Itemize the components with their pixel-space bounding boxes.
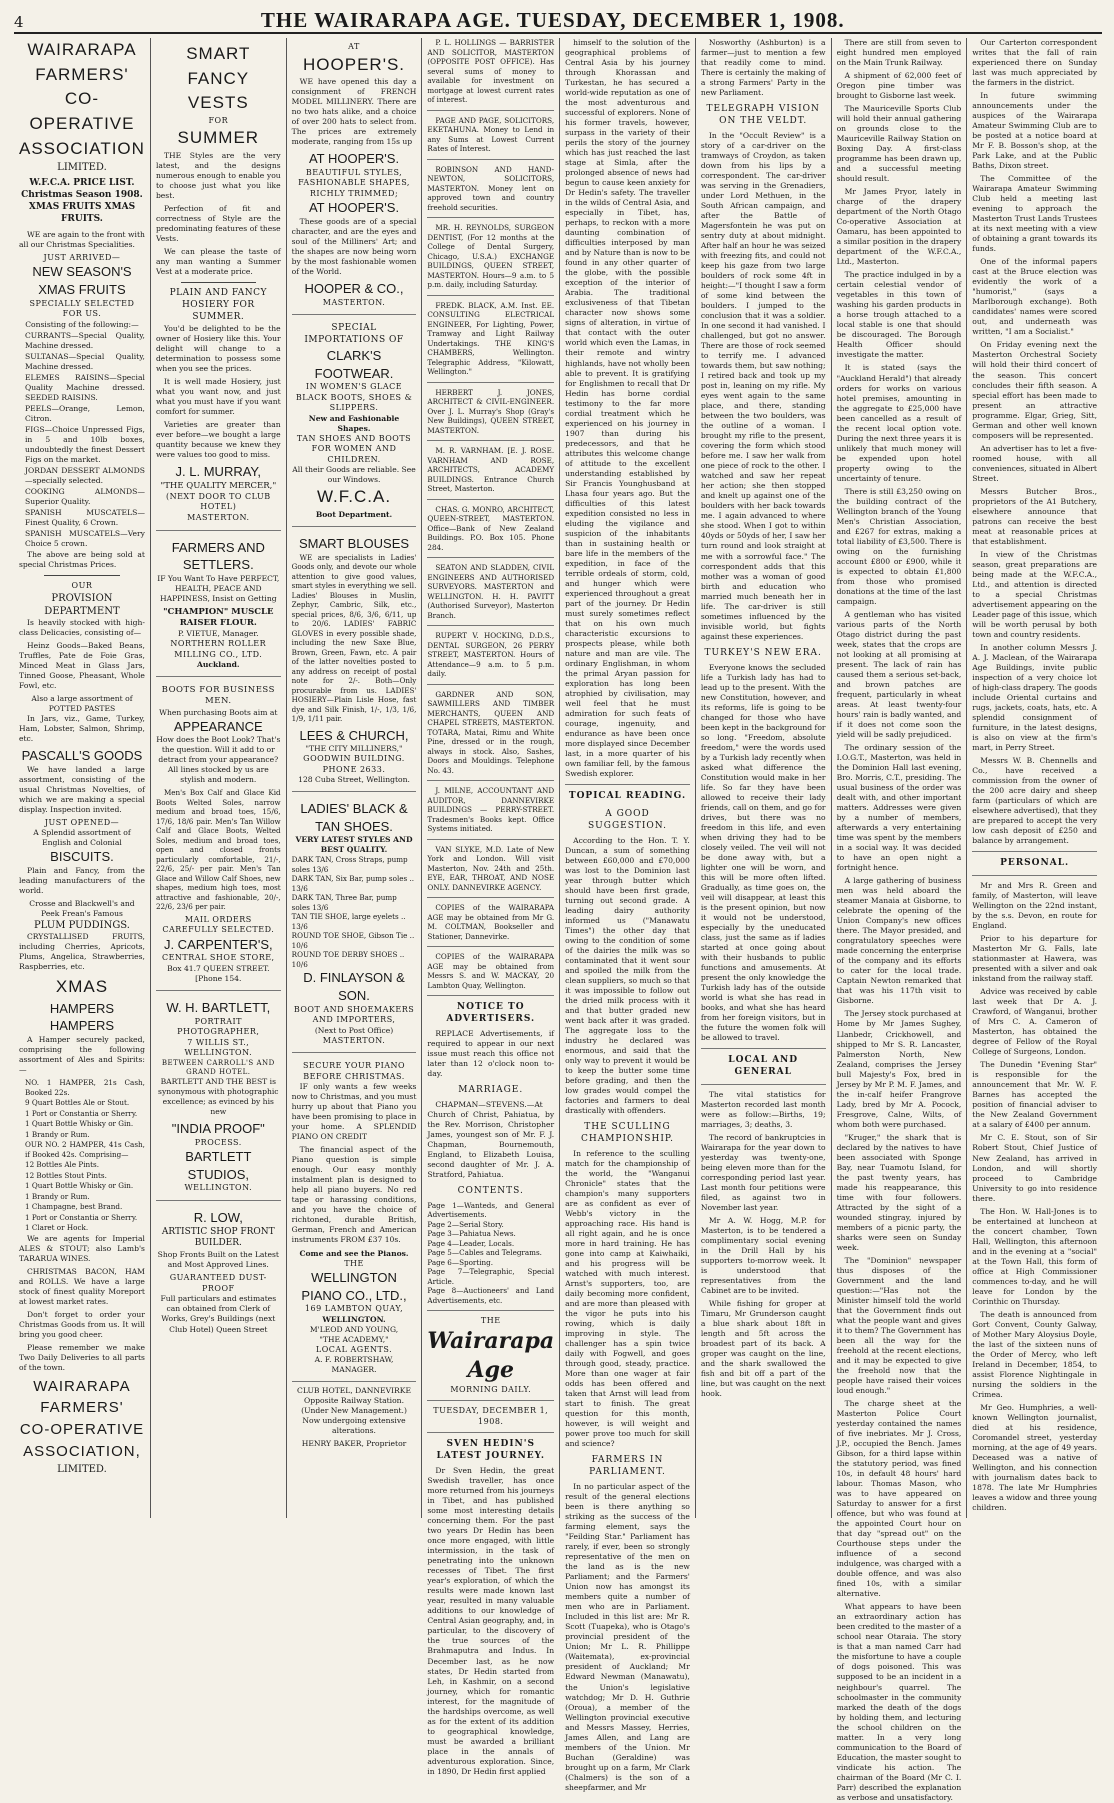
local-item: The practice indulged in by a certain celestial vendor of vegetables in this town of washing his garden products in a horse trough attached to a local stable is one that should be discouraged. The Borough Health Officer should investigate the matter. <box>836 270 962 360</box>
directory-entry: GARDNER AND SON, SAWMILLERS AND TIMBER MERCHANTS, QUEEN AND CHAPEL STREETS, MASTERTON. TOTARA, Matai, Rimu and White Pine, dressed or in the rough, always in stock. Also, Sashes, Doors and Mouldings. Telephone No. 43. <box>427 689 555 775</box>
vests-text: THE Styles are the very latest, and the designs numerous enough to enable you to choose just what you like best. <box>155 151 281 201</box>
shoe-list-item: DARK TAN, Six Bar, pump soles .. 13/6 <box>291 874 415 893</box>
vietue-manager: P. VIETUE, Manager. <box>178 629 259 639</box>
smart-blouses: SMART BLOUSES <box>298 536 410 552</box>
wfca-label: W.F.C.A. <box>316 487 392 507</box>
hoopers-heading: HOOPER'S. <box>303 54 406 74</box>
bartlett-name: W. H. BARTLETT, <box>166 1000 271 1016</box>
hamper-item: NO. 1 HAMPER, 21s Cash, Booked 22s. <box>25 1078 145 1097</box>
the-academy: "THE ACADEMY," <box>319 1334 389 1344</box>
directory-entry: MR. H. REYNOLDS, SURGEON DENTIST, (For 12 months at the College of Dental Surgery, Chicago, U.S.A.) EXCHANGE BUILDINGS, QUEEN STREET, MASTERTON. Hours—9 a.m. to 5 p.m. daily, including Saturday. <box>427 223 555 289</box>
sculling-text: In reference to the sculling match for the championship of the world, the "Wanganui Chronicle" states that the champion's many supporters are as confident as ever of Webb's victory in the approaching race. His hand is all right again, and he is once more in hard training. He has gone into camp at Kaiwhaiki, and his progress will be watched with much interest. Arnst's supporters, too, are daily becoming more confident, and are more than pleased with the vigor he puts into his rowing, which is daily improving in style. The challenger has a spin twice daily with Fogwell, and goes through good, steady, practice. More than one wager at fair odds has been offered and taken that Arnst will lead from start to finish. The great question for this month, however, is will weight and power prove too much for skill and science? <box>565 1148 690 1449</box>
potted-pastes: Also a large assortment of POTTED PASTES <box>31 694 133 714</box>
personal-item: Mr Geo. Humphries, a well-known Wellington journalist, died at his residence, Coromandel street, yesterday morning, at the age of 49 years. Deceased was a native of Wellington, and his connection with journalism dates back to 1878. The late Mr Humphries leaves a widow and three young children. <box>972 1402 1097 1513</box>
murray-masterton: MASTERTON. <box>187 512 250 522</box>
local-item: Messrs W. B. Chennells and Co., have received a commission from the owner of the 200 acre dairy and sheep farm (particulars of which are elsewhere advertised), that they are prepared to accept the very low cash deposit of £250 and balance by arrangement. <box>972 756 1098 846</box>
local-item: It is stated (says the "Auckland Herald") that already orders for works on various hotel premises, amounting in the aggregate to £25,000 have been cancelled as a result of the recent local option vote. During the next three years it is unlikely that much money will be expended upon hotel property owing to the uncertainty of tenure. <box>836 363 962 483</box>
biscuits-text: Plain and Fancy, from the leading manufacturers of the world. <box>19 865 145 895</box>
telegraph-vision: TELEGRAPH VISION ON THE VELDT. <box>706 104 820 126</box>
hampers-heading: HAMPERS HAMPERS <box>49 1000 115 1034</box>
xmas-fruits-heading: XMAS FRUITS XMAS FRUITS. <box>28 202 136 225</box>
sven-hedin-text: Dr Sven Hedin, the great Swedish traveller, has once more returned from his journeys in Tibet, and has published some most interesting details concerning them. For the past two years Dr Hedin has been once more engaged, with little intermission, in the task of penetrating into the unknown recesses of Tibet. The first year's exploration, of which the results were made known last year, resulted in many valuable additions to our knowledge of Central Asian geography, and, in particular, to the discovery of the true sources of the Brahmaputra and Indus. In December last, as he now states, Dr Hedin started from Leh, in Kashmir, on a second journey, which for romantic interest, for the magnitude of the hardships overcome, as well as for the extent of its addition to geographical knowledge, must be awarded a brilliant place in the annals of adventurous exploration. Since, in 1890, Dr Hedin first applied <box>427 1466 555 1776</box>
cuba-street: 128 Cuba Street, Wellington. <box>298 775 410 785</box>
contents-item: Page 6—Sporting. <box>427 1257 494 1267</box>
fruit-item: SPANISH MUSCATELS—Finest Quality, 6 Crown. <box>25 507 145 527</box>
hosiery-text-3: Varieties are greater than ever before—we bought a large quantity because we knew they were values too good to miss. <box>155 420 281 460</box>
finlayson-masterton: MASTERTON. <box>322 1035 386 1045</box>
local-general: LOCAL AND GENERAL <box>728 1055 799 1077</box>
personal-item: Mr and Mrs R. Green and family, of Masterton, will leave Wellington on the 22nd instant, by the s.s. Devon, en route for England. <box>972 881 1097 931</box>
provision-items: Heinz Goods—Baked Beans, Truffles, Pate de Foie Gras, Minced Meat in Glass Jars, Tinned Goose, Pheasant, Whole Fowl, etc. <box>19 640 145 691</box>
local-item: Our Carterton correspondent writes that the fall of rain experienced there on Sunday last was much appreciated by the farmers in the district. <box>972 38 1097 88</box>
local-item: The charge sheet at the Masterton Police Court yesterday contained the names of five inebriates. Mr J. Cross, J.P., occupied the Bench. James Gibson, for a third lapse within the statutory period, was fined 10s, in default 48 hours' hard labour. Thomas Mason, who was to have appeared on Saturday to answer for a first offence, but who was found at the appointed Court hour on that day "spread out" on the Courthouse steps under the influence of a second indulgence, was charged with a double offence, and was also fined 10s, with a similar alternative. <box>836 1399 962 1599</box>
column-6-articles <box>696 38 832 1518</box>
local-item: What appears to have been an extraordinary action has been credited to the master of a school near Otaraia. The story is that a man named Carr had the misfortune to have a couple of dogs poisoned. This was supposed to be an incident in a neighbour's quarrel. The schoolmaster in the community marked the death of the dogs by holding them, and lecturing the school children on the matter. In a very long communication to the Board of Education, the master sought to vindicate his action. The chairman of the Board (Mr C. I. Parr) described the explanation as verbose and unsatisfactory. <box>836 1602 962 1802</box>
shoe-list-item: ROUND TOE DERBY SHOES .. 10/6 <box>291 950 405 969</box>
lees-church-ad <box>292 531 417 792</box>
farmers-settlers: FARMERS AND SETTLERS. <box>171 539 265 573</box>
local-item: The vital statistics for Masterton recorded last month were as follow:—Births, 19; marriages, 3; deaths, 3. <box>700 1089 826 1129</box>
fancy-line: FANCY <box>187 68 250 88</box>
hoopers-text-2: These goods are of a special character, and are the eyes and soul of the Milliners' Art; and the shapes are now being worn by the most fashionable women of the World. <box>291 217 417 277</box>
next-post-office: (Next to Post Office) <box>314 1025 394 1035</box>
latest-styles: VERY LATEST STYLES AND BEST QUALITY. <box>295 835 413 855</box>
at-hoopers-2: AT HOOPER'S. <box>308 200 400 216</box>
marriage-text: CHAPMAN—STEVENS.—At Church of Christ, Pahiatua, by the Rev. Morrison, Christopher James, youngest son of Mr. F. J. Chapman, Bournemouth, England, to Elizabeth Louisa, second daughter of Mr. J. A. Stratford, Pahiatua. <box>427 1099 555 1179</box>
paper-nameplate: Wairarapa Age <box>427 1327 555 1383</box>
bartlett-text: BARTLETT AND THE BEST is synonymous with photographic excellence; as evinced by his new <box>158 1077 279 1117</box>
contents-item: Page 7—Telegraphic, Special Article. <box>427 1267 555 1286</box>
biscuits-heading: BISCUITS. <box>50 849 114 865</box>
wfca-footer-2: FARMERS' <box>40 1399 124 1417</box>
wfca-footer-5: LIMITED. <box>57 1463 107 1475</box>
when-purchasing: When purchasing Boots aim at <box>159 707 278 717</box>
potted-items: In Jars, viz., Game, Turkey, Ham, Lobster, Salmon, Shrimp, etc. <box>19 714 145 744</box>
hosiery-text-2: It is well made Hosiery, just what you want now, and just what you must have if you want comfort for summer. <box>155 377 281 417</box>
carpenter-name: J. CARPENTER'S, <box>163 936 273 952</box>
agents-text: We are agents for Imperial ALES & STOUT; also Lamb's TARARUA WINES. <box>19 1233 145 1263</box>
local-item: A shipment of 62,000 feet of Oregon pine timber was brought to Gisborne last week. <box>836 71 962 101</box>
notice-text: REPLACE Advertisements, if required to appear in our next issue must reach this office not later than 12 o'clock noon to-day. <box>427 1028 555 1078</box>
just-opened: JUST OPENED— <box>44 817 120 827</box>
artistic-shop-front: ARTISTIC SHOP FRONT BUILDER. <box>161 1226 275 1249</box>
column-4-directory <box>422 38 560 1776</box>
fruit-item: COOKING ALMONDS—Superior Quality. <box>25 486 145 506</box>
our-label: OUR <box>71 581 93 591</box>
clarks-ad <box>292 319 417 527</box>
local-item: The Jersey stock purchased at Home by Mr James Sughey, Llanbedr, Crickhowell, and shipped to Mr S. R. Lancaster, Palmerston North, New Zealand, comprises the Jersey bull Majesty's Fox, bred in Jersey by Mr P. M. F. James, and the in-calf heifer Frangrove Lady, bred by Mr A. Pocock, Fresgrove, Calne, Wilts, of whom both were purchased. <box>836 1009 962 1129</box>
clarks-text: IN WOMEN'S GLACE BLACK BOOTS, SHOES & SLIPPERS. <box>295 382 413 413</box>
fruit-item: PEELS—Orange, Lemon, Citron. <box>25 403 145 423</box>
wfca-limited: LIMITED. <box>57 162 107 174</box>
appearance-text: How does the Boot Look? That's the question. Will it add to or detract from your appearance? All lines stocked by us are stylish and modern. <box>156 735 281 785</box>
for-label: FOR <box>208 115 229 125</box>
local-item: In another column Messrs J. A. J. Maclean, of the Wairarapa Age Buildings, invite public inspection of a very choice lot of high-class drapery. The goods include Oriental curtains and rugs, jackets, coats, hats, etc. A splendid consignment of furniture, in the latest designs, is also on view at the firm's mart, in Perry Street. <box>972 642 1097 753</box>
summer-line: SUMMER <box>177 128 260 148</box>
flour-ad <box>156 535 281 678</box>
sven-hedin-title: SVEN HEDIN'S LATEST JOURNEY. <box>436 1439 546 1462</box>
wfca-name-line-4: ASSOCIATION <box>19 138 145 158</box>
turkey-text: Everyone knows the secluded life a Turkish lady has had to lead up to the present. With the new Constitution, however, and its reforms, life is going to be changed for those who have been kept in the background for so long. "Freedom, absolute freedom," were the words used by a Turkish lady recently when asked what difference the Constitution would make in her life. So far they have been allowed to receive their lady friends, call on them, and go for drives, but there was no freedom in this life, and even when driving they had to be closely veiled. The veil will not be done away with, but a lighter one will be worn, and this will be more often lifted. Gradually, as time goes on, the veil will disappear, at least this is the present opinion, but now it would not be understood, especially by the uneducated class, just the same as if ladies started at once going about with their husbands to public functions and amusements. At present the only knowledge the Turkish lady has of the outside world is what she has read in books, and what she has heard from her foreign visitors, but in the future the women folk will be allowed to travel. <box>700 662 826 1043</box>
bartlett-wellington: WELLINGTON. <box>184 1183 253 1193</box>
forget-text: Don't forget to order your Christmas Goods from us. It will bring you good cheer. <box>19 1309 145 1339</box>
specially-selected: SPECIALLY SELECTED FOR US. <box>29 298 135 319</box>
central-shoe-store: CENTRAL SHOE STORE, <box>161 953 275 963</box>
wfca-name-line-1: WAIRARAPA <box>27 40 137 59</box>
contents-item: Page 1—Wanteds, and General Advertisements. <box>427 1200 555 1220</box>
hamper-item: 1 Claret or Hock. <box>25 1223 89 1233</box>
contents-item: Page 5—Cables and Telegrams. <box>427 1248 542 1258</box>
murray-ad <box>156 38 281 531</box>
wfca-name-line-2: FARMERS' <box>35 64 129 84</box>
hamper-item: 1 Brandy or Rum. <box>25 1129 90 1139</box>
hamper-item: 9 Quart Bottles Ale or Stout. <box>25 1098 130 1108</box>
personal-item: The death is announced from Gort Convent, County Galway, of Mother Mary Aloysius Doyle, the last of the sixteen nuns of the Order of Mercy, who left Ireland in December, 1854, to assist Florence Nightingale in nursing the soldiers in the Crimea. <box>972 1309 1097 1399</box>
local-item: There is still £3,250 owing on the building contract of the Wellington branch of the Young Men's Christian Association, and £267 for extras, making a total liability of £3,500. There is owing on the furnishing account £800 or £900, while it is expected to obtain £1,800 from those who promised donations at the time of the last campaign. <box>836 486 962 606</box>
morning-daily: MORNING DAILY. <box>450 1384 532 1394</box>
willis-street: 7 WILLIS ST., WELLINGTON. <box>184 1037 253 1058</box>
reliable-goods: All their Goods are reliable. See our Windows. <box>292 465 416 485</box>
finlayson-ad <box>292 796 417 1053</box>
hamper-item: 1 Quart Bottle Whisky or Gin. <box>25 1181 134 1191</box>
local-item: In view of the Christmas season, great preparations are being made at the W.F.C.A., Ltd., and attention is directed to a special Christmas advertisement appearing on the Leader page of this issue, which will be worth perusal by both town and country residents. <box>972 549 1097 639</box>
goodwin-building: GOODWIN BUILDING. PHONE 2633. <box>303 754 405 774</box>
new-season-heading: NEW SEASON'S XMAS FRUITS <box>32 264 132 298</box>
pascall-heading: PASCALL'S GOODS <box>21 748 143 764</box>
boot-list: Men's Box Calf and Glace Kid Boots Welted Soles, narrow medium and broad toes, 15/6, 17/6, 18/6 pair. Men's Tan Willow Calf and Glace Boots, Welted Soles, medium and broad toes, open and closed fronts particularly comfortable, 21/-, 22/6, 25/- per pair. Men's Tan Glace and Willow Calf Shoes, new shapes, medium high toes, most attractive and fashionable, 20/-, 22/6, 23/6 per pair. <box>155 788 281 912</box>
wfca-footer-4: ASSOCIATION, <box>23 1442 141 1460</box>
personal-item: The Hon. W. Hall-Jones is to be entertained at luncheon at the concert chamber, Town Hall, Wellington, this afternoon and in the evening at a "social" at the Town Hall, this form of office at High Commissioner commences to-day, and he will leave for London by the Corinthic on Thursday. <box>972 1206 1097 1306</box>
club-hotel: CLUB HOTEL, DANNEVIRKE Opposite Railway Station. (Under New Management.) Now undergoing extensive alterations. <box>297 1386 411 1436</box>
farmers-continued: Nosworthy (Ashburton) is a farmer—just to mention a few that readily come to mind. There is certainly the making of a strong Farmers' Party in the new Parliament. <box>700 38 826 98</box>
hamper-item: 12 Bottles Ale Pints. <box>25 1160 99 1170</box>
telegraph-text: In the "Occult Review" is a story of a car-driver on the tramways of Croydon, as taken down from his lips by a correspondent. The car-driver was serving in the Grenadiers, under Lord Methuen, in the South African campaign, and after the Battle of Magersfontein he was put on sentry duty at about midnight. After half an hour he was seized with freezing fits, and could not keep his gaze from two large boulders of rock some 4ft in height:—"I thought I saw a form of some kind between the boulders. I jumped to the conclusion that it was a soldier. In one second it had vanished. I challenged, but got no answer. There are those of rock seemed to terrify me. I advanced towards them, but saw nothing; I retired back and took up my post in, leaning on my rifle. My eyes went again to the same place, and there, standing between the two boulders, was the outline of a woman. I brought my rifle to the present, covering the form which stood before me. I saw her walk from one piece of rock to the other. I watched and saw her repeat her action; she then stopped and knelt up against one of the boulders with her back towards me. I again advanced to where she stood. When I got to within 40yds or 50yds of her, I saw her turn round and look straight at me with a sorrowful face." The correspondent adds that this mother was a woman of good birth and education who married much beneath her in life. The car-driver is still sometimes influenced by the invisible world, but fights against these experiences. <box>700 130 826 641</box>
directory-entry: P. L. HOLLINGS — BARRISTER AND SOLICITOR, MASTERTON (OPPOSITE POST OFFICE). Has several sums of money to available for investment on mortgage at lowest current rates of interest. <box>427 38 555 104</box>
page-number: 4 <box>14 13 24 31</box>
consisting: Consisting of the following:— <box>25 319 139 329</box>
provision-text: Is heavily stocked with high-class Delicacies, consisting of— <box>19 617 145 637</box>
plum-puddings: PLUM PUDDINGS. <box>33 919 130 931</box>
boot-shoemakers: BOOT AND SHOEMAKERS AND IMPORTERS, <box>293 1004 415 1025</box>
carpenter-address: Box 41.7 QUEEN STREET. [Phone 154. <box>167 964 270 984</box>
plain-fancy: PLAIN AND FANCY <box>169 288 268 299</box>
guaranteed-dust-proof: GUARANTEED DUST-PROOF <box>169 1273 267 1293</box>
clarks-footwear: CLARK'S FOOTWEAR. <box>314 347 394 381</box>
tan-shoes: TAN SHOES AND BOOTS FOR WOMEN AND CHILDREN. <box>296 433 412 464</box>
special-prices-note: The above are being sold at special Christmas Prices. <box>19 550 145 570</box>
vests-line: VESTS <box>187 93 249 113</box>
low-ad <box>156 1205 281 1343</box>
mleod-young: M'LEOD AND YOUNG, <box>309 1324 399 1334</box>
local-item: The Committee of the Wairarapa Amateur Swimming Club held a meeting last evening to approach the Masterton Trust Lands Trustees at its next meeting with a view of obtaining a grant towards its funds. <box>972 174 1097 254</box>
contents-item: Page 8—Auctioneers' and Land Advertisements, etc. <box>427 1286 555 1305</box>
local-agents: LOCAL AGENTS. <box>315 1344 393 1354</box>
portrait-photographer: PORTRAIT PHOTOGRAPHER, <box>177 1016 260 1037</box>
next-door: (NEXT DOOR TO CLUB HOTEL) <box>165 491 271 512</box>
hooper-co: HOOPER & CO., <box>304 281 404 297</box>
local-item: The ordinary session of the I.O.G.T., Masterton, was held in the Dominion Hall last evening, Bro. Morris, C.T., presiding. The usual business of the order was dealt with, and other important matters. Addresses were given by a number of members, afterwards a very entertaining time was spent by the members in a social way. It was decided to have an open night a fortnight hence. <box>836 743 962 873</box>
column-7-local <box>832 38 968 1802</box>
directory-entry: CHAS. G. MONRO, ARCHITECT, QUEEN-STREET, MASTERTON. Office—Bank of New Zealand Buildings. P.O. Box 105. Phone 284. <box>427 504 555 552</box>
local-item: While fishing for groper at Timaru, Mr Grunderson caught a blue shark about 18ft in length and 5ft across the broadest part of its back. A groper was caught on the line, and the shark swallowed the fish and bit off a part of the line, but was caught on the next hook. <box>700 1299 826 1399</box>
local-item: Mr A. W. Hogg, M.P. for Masterton, is to be tendered a complimentary social evening in the Drill Hall by his supporters to-morrow week. It is understood that representatives from the Cabinet are to be invited. <box>700 1216 826 1296</box>
column-3-ads <box>287 38 423 1518</box>
northern-roller: NORTHERN ROLLER MILLING CO., LTD. <box>170 639 267 659</box>
the-label: THE <box>344 1258 364 1268</box>
price-list: W.F.C.A. PRICE LIST. <box>29 178 135 189</box>
delivery-text: Please remember we make Two Daily Deliveries to all parts of the town. <box>19 1342 145 1372</box>
shoe-list-item: DARK TAN, Three Bar, pump soles 13/6 <box>291 893 397 912</box>
at-hoopers: AT HOOPER'S. <box>308 151 400 167</box>
city-milliners: "THE CITY MILLINERS," <box>305 744 403 754</box>
contents-item: Page 3—Pahiatua News. <box>427 1229 516 1239</box>
column-5-articles <box>560 38 696 1792</box>
provision-heading: PROVISION DEPARTMENT <box>44 592 120 617</box>
farmers-text: In no particular aspect of the result of the general elections been is there anything so striking as the success of the farming element, says the "Feilding Star." Parliament has rarely, if ever, been so strongly representative of the men on the land as is the new Parliament; and the Farmers' Union now has amongst its members quite a number of men who are in Parliament. Included in this list are: Mr R. Scott (Tuapeka), who is Otago's provincial president of the Union; Mr L. R. Phillippe (Waitemata), ex-provincial president of Auckland; Mr Edward Newman (Manawatu), the Union's legislative watchdog; Mr D. H. Guthrie (Oroua), a member of the Wellington provincial executive and Messrs Massey, Herries, James Allen, and Lang are members of the Union. Mr Buchan (Geraldine) was brought up on a farm, Mr Clark (Chalmers) is the son of a sheepfarmer, and Mr <box>565 1482 690 1792</box>
wellington-piano: WELLINGTON PIANO CO., LTD., <box>301 1270 407 1303</box>
local-item: Messrs Butcher Bros., proprietors of the A1 Butchery, elsewhere announce that patrons can receive the best meat at reasonable prices at that establishment. <box>972 486 1097 546</box>
hooper-masterton: MASTERTON. <box>322 297 386 307</box>
piano-text-2: The financial aspect of the Piano question is simple enough. Our easy monthly instalment plan is designed to help all piano buyers. No red tape or harassing conditions, and you have the choice of richtoned, durable British, German, French and American instruments FROM £37 10s. <box>291 1145 417 1245</box>
directory-entry: FREDK. BLACK, A.M. Inst. EE. CONSULTING ELECTRICAL ENGINEER, For Lighting, Power, Tramway and Light Railway Undertakings. THE KING'S CHAMBERS, Wellington. Telegraphic Address, "Kilowatt, Wellington." <box>427 300 555 376</box>
column-2-ads <box>151 38 287 1518</box>
between-hotels: BETWEEN CARROLL'S AND GRAND HOTEL. <box>161 1058 275 1076</box>
lambton-quay: 169 LAMBTON QUAY, <box>304 1304 404 1314</box>
come-see-pianos: Come and see the Pianos. <box>299 1248 409 1258</box>
murray-name: J. L. MURRAY, <box>175 464 262 480</box>
personal-heading: PERSONAL. <box>1000 858 1070 869</box>
hamper-item: OUR NO. 2 HAMPER, 41s Cash, if Booked 42s. Comprising— <box>25 1140 145 1159</box>
hooper-ad <box>292 38 417 315</box>
fruit-item: CURRANTS—Special Quality, Machine dressed. <box>25 330 145 350</box>
bartlett-studios: BARTLETT STUDIOS, <box>185 1149 252 1182</box>
henry-baker: HENRY BAKER, Proprietor <box>301 1439 407 1449</box>
hamper-item: 1 Port or Constantia or Sherry. <box>25 1212 138 1222</box>
shoe-list-item: TAN TIE SHOE, large eyelets .. 13/6 <box>291 912 406 931</box>
local-item: On Friday evening next the Masterton Orchestral Society will hold their third concert of the season. This concert concludes their fifth season. A special effort has been made to present an attractive programme. Elgar, Grieg, Sitt, German and other well known composers will be represented. <box>972 340 1097 440</box>
fruit-item: SPANISH MUSCATELS—Very Choice 5 crown. <box>25 528 145 548</box>
hamper-item: 1 Champagne, best Brand. <box>25 1202 123 1212</box>
hamper-item: 1 Quart Bottle Whisky or Gin. <box>25 1119 134 1129</box>
hoopers-text: WE have opened this day a consignment of FRENCH MODEL MILLINERY. There are no two hats alike, and a choice of over 200 hats to select from. The prices are extremely moderate, ranging from 15s up <box>291 77 417 147</box>
hampers-text: A Hamper securely packed, comprising the following assortment of Ales and Spirits:— <box>19 1034 145 1074</box>
at-label: AT <box>348 42 360 51</box>
local-item: The record of bankruptcies in Wairarapa for the year down to yesterday was twenty-one, being eleven more than for the corresponding period last year. Last month four petitions were filed, as against two in November last year. <box>700 1132 826 1213</box>
sculling-heading: THE SCULLING CHAMPIONSHIP. <box>580 1122 674 1145</box>
personal-item: The Dunedin "Evening Star" is responsible for the announcement that Mr. W. F. Barnes has accepted the position of financial adviser to the New Zealand Government at a salary of £400 per annum. <box>972 1060 1097 1130</box>
ladies-shoes: LADIES' BLACK & TAN SHOES. <box>300 801 408 834</box>
local-item: One of the informal papers cast at the Bruce election was evidently the work of a "humorist," (says a Marlborough exchange). Both candidates' names were scored out, and underneath was written, "I am a Socialist." <box>972 257 1097 337</box>
christmas-season: Christmas Season 1908. <box>21 190 143 201</box>
local-item: The Mauriceville Sports Club will hold their annual gathering on grounds close to the Mauriceville Railway Station on Boxing Day. A first-class programme has been drawn up, and a successful meeting should result. <box>836 104 962 184</box>
crosse-blackwell: Crosse and Blackwell's and Peek Frean's Famous <box>29 898 135 918</box>
secure-piano: SECURE YOUR PIANO BEFORE CHRISTMAS. <box>302 1061 406 1081</box>
blouses-text: WE are specialists in Ladies' Goods only, and devote our whole attention to give good values, smart styles in everything we sell. Ladies' Blouses in Muslin, Zephyr, Cambric, Silk, etc., special prices, 8/6, 3/6, 6/11, up to 20/6. LADIES' FABRIC GLOVES in every possible shade, including the new Saxe Blue, Brown, Green, Fawn, etc. A pair of the latter novelties posted to any address on receipt of postal note for 2/-. Both—Only procurable from us. LADIES' HOSIERY—Plain Lisle Hose, fast dye and Silk Finish, 1/-, 1/3, 1/6, 1/9, 1/11 pair. <box>291 552 417 724</box>
masthead <box>14 8 1102 34</box>
sven-hedin-continued: himself to the solution of the geographical problems of Central Asia by his journey through Khorassan and Turkestan, he has secured a world-wide reputation as one of the most adventurous and successful of explorers. None of his former travels, however, surpass in the variety of their perils the story of the journey which has just reached the last stage at Simla, after the prolonged absence of news had begun to cause keen anxiety for Dr Hedin's safety. The traveller in the wilds of Central Asia, and especially in Tibet, has, perhaps, to reckon with a more daunting combination of difficulties interposed by man and by Nature than is now to be found in any other quarter of the globe, with the possible exception of the interior of Arabia. The traditional exclusiveness of that Tibetan character now shows some signs of alteration, in virtue of that contact with the outer world which even the Lamas, in their remote and wintry highlands, have not wholly been able to prevent. It is gratifying for Englishmen to recall that Dr Hedin has borne cordial testimony to the far more cordial treatment which he experienced on his journey in 1907 than during his predecessors, and that he attributes this welcome change of attitude to the excellent understanding established by Sir Francis Younghusband at Lhasa four years ago. But the difficulties of this latest expedition consisted no less in eluding the vigilance and suspicion of the inhabitants than in sustaining health or bare life in the members of the expedition, in face of the terrible ordeals of storm, cold, and hunger which were experienced throughout a great part of the journey. Dr Hedin must surely sometimes reflect that on his own much characteristic excursions to prospects please, while both nature and man are vile. The ordinary Englishman, in whom the primal Aryan passion for exploration has long been atrophied by civilisation, may well feel that he must admiration for such feats of courage, ingenuity, and endurance as have been once more displayed since December last, in a more quarter of his own familiar fell, by the famous Swedish explorer. <box>565 38 690 779</box>
bacon-text: CHRISTMAS BACON, HAM and ROLLS. We have a large stock of finest quality Moreport at lowest market rates. <box>19 1266 145 1306</box>
hamper-item: 1 Port or Constantia or Sherry. <box>25 1108 138 1118</box>
topical-reading: TOPICAL READING. <box>568 791 687 802</box>
farmers-text: IF You Want To Have PERFECT, HEALTH, PEACE AND HAPPINESS, Insist on Getting <box>157 573 280 603</box>
columns <box>14 38 1102 1802</box>
personal-item: Prior to his departure for Masterton Mr G. Falls, late stationmaster at Hawera, was presented with a silver and oak inkstand from the railway staff. <box>972 934 1097 984</box>
directory-entry: VAN SLYKE, M.D. Late of New York and London. Will visit Masterton, Nov. 24th and 25th. EYE, EAR, THROAT, AND NOSE ONLY. DANNEVIRKE AGENCY. <box>427 844 555 892</box>
mail-orders: MAIL ORDERS CAREFULLY SELECTED. <box>162 914 275 935</box>
fruit-item: FIGS—Choice Unpressed Figs, in 5 and 10lb boxes, undoubtedly the finest Dessert Figs on the market. <box>25 424 145 464</box>
vests-text-2: Perfection of fit and correctness of Style are the predominating features of these Vests. <box>155 204 281 244</box>
hosiery-text: You'd be delighted to be the owner of Hosiery like this. Your delight will change to a determination to possess some when you see the prices. <box>155 323 281 373</box>
just-arrived: JUST ARRIVED— <box>43 252 121 262</box>
suggestion-text: According to the Hon. T. Y. Duncan, a sum of something between £60,000 and £70,000 was lost to the Dominion last year through butter which should have been first grade, turning out second grade. A leading dairy authority informed us ("Manawatu Times") the other day that owing to the condition of some of the dairies the milk was so contaminated that it went sour and spoiled the milk from the clean suppliers, so much so that it was impossible to follow out the dried milk process with it and that butter graded new went back after it was graded. The aggregate loss to the industry he declared was enormous, and said that the only way to prevent it would be to keep the butter some time before grading, and then the low grades would compel the factories and farmers to deal drastically with offenders. <box>565 835 690 1116</box>
contents-item: Page 4—Leader, Locals. <box>427 1238 515 1248</box>
local-item: There are still from seven to eight hundred men employed on the Main Trunk Railway. <box>836 38 962 68</box>
fruit-item: JORDAN DESSERT ALMONDS—specially selected. <box>25 465 145 485</box>
notice-heading: NOTICE TO ADVERTISERS. <box>446 1002 536 1024</box>
local-item: A large gathering of business men was held aboard the steamer Manaia at Gisborne, to celebrate the opening of the Union Company's new offices there. The Mayor presided, and congratulatory speeches were made concerning the enterprise of the company and its efforts to cater for the local trade. Captain Newton remarked that that was his 117th visit to Gisborne. <box>836 876 962 1006</box>
local-item: Mr James Pryor, lately in charge of the drapery department of the North Otago Co-operative Association at Oamaru, has been appointed to a similar position in the drapery department of the W.F.C.A., Ltd., Masterton. <box>836 187 962 267</box>
new-shapes: New and Fashionable Shapes. <box>308 413 400 433</box>
lees-church: LEES & CHURCH, <box>299 727 409 743</box>
local-item: In future swimming announcements under the auspices of the Wairarapa Amateur Swimming Club are to be posted at a notice board at Mr F. B. Bosson's shop, at the Park Lake, and at the Public Baths, Dixon street. <box>972 91 1097 171</box>
low-text: Shop Fronts Built on the Latest and Most Approved Lines. <box>157 1250 279 1270</box>
local-item: The "Dominion" newspaper thus disposes of the Government and the land question:—"Has not the Minister himself told the world that the Government finds out what the people want and gives it to them? The Government has been all the way for the freehold at the recent elections, and it may be expected to give the freehold now that the people have raised their voices loud enough." <box>836 1255 962 1396</box>
india-proof: "INDIA PROOF" <box>171 1121 265 1137</box>
special-importations: SPECIAL IMPORTATIONS OF <box>304 323 404 346</box>
wfca-intro: WE are again to the front with all our Christmas Specialities. <box>19 229 145 249</box>
piano-ad <box>292 1057 417 1382</box>
quality-mercer: "THE QUALITY MERCER," <box>160 480 277 491</box>
directory-entry: RUPERT V. HOCKING, D.D.S., DENTAL SURGEON, 26 PERRY STREET, MASTERTON. Hours of Attendance—9 a.m. to 5 p.m. daily. <box>427 631 555 678</box>
process-label: PROCESS. <box>194 1137 242 1147</box>
wfca-footer-1: WAIRARAPA <box>33 1377 131 1395</box>
directory-entry: HERBERT J. JONES, ARCHITECT & CIVIL-ENGINEER. Over J. L. Murray's Shop (Gray's New Buildings), QUEEN STREET, MASTERTON. <box>427 387 555 435</box>
local-item: "Kruger," the shark that is declared by the natives to have been associated with Sponge Bay, near Tuamotu Island, for the past twenty years, has made his reappearance, this time with four followers. Attracted by the sight of a wounded stingray, injured by members of a picnic party, the sharks were seen on Sunday week. <box>836 1132 962 1252</box>
biscuits-intro: A Splendid assortment of English and Colonial <box>33 828 131 848</box>
local-item: An advertiser has to let a five-roomed house, with all conveniences, situated in Albert Street. <box>972 443 1097 483</box>
boot-department: Boot Department. <box>315 510 393 520</box>
champion-flour: "CHAMPION" MUSCLE RAISER FLOUR. <box>163 606 274 628</box>
the-label: THE <box>480 1316 501 1326</box>
vests-text-3: We can please the taste of any man wanting a Summer Vest at a moderate price. <box>155 247 281 277</box>
hosiery-heading: HOSIERY FOR SUMMER. <box>181 300 255 323</box>
fruit-item: ELEMES RAISINS—Special Quality Machine dressed. SEEDED RAISINS. <box>25 372 145 402</box>
column-1-wfca-ad <box>14 38 151 1518</box>
low-text-2: Full particulars and estimates can obtained from Clerk of Works, Grey's Buildings (next Club Hotel) Queen Street <box>160 1294 277 1334</box>
contents-heading: CONTENTS. <box>457 1185 524 1196</box>
directory-entry: M. R. VARNHAM. [E. J. ROSE. VARNHAM AND ROSE, ARCHITECTS, ACADEMY BUILDINGS. Entrance Church Street, Masterton. <box>427 446 555 493</box>
contents-item: Page 2—Serial Story. <box>427 1219 504 1229</box>
marriage-heading: MARRIAGE. <box>458 1084 524 1095</box>
directory-entry: ROBINSON AND HAND-NEWTON, SOLICITORS, MASTERTON. Money lent on approved town and country freehold securities. <box>427 164 555 212</box>
directory-entry: J. MILNE, ACCOUNTANT AND AUDITOR, DANNEVIRKE BUILDINGS — PERRY-STREET. Tradesmen's Books kept. Office Systems initiated. <box>427 786 555 833</box>
issue-date: TUESDAY, DECEMBER 1, 1908. <box>433 1406 549 1426</box>
column-8-local <box>967 38 1102 1518</box>
appearance-heading: APPEARANCE <box>173 718 263 734</box>
good-suggestion: A GOOD SUGGESTION. <box>588 809 667 831</box>
piano-wellington: WELLINGTON. <box>322 1314 386 1324</box>
piano-text: IF only wants a few weeks now to Christmas, and you must hurry up about that Piano you have been promising to place in your home. A SPLENDID PIANO ON CREDIT <box>291 1082 417 1142</box>
hamper-item: 1 Brandy or Rum. <box>25 1191 90 1201</box>
shoe-list-item: DARK TAN, Cross Straps, pump soles 13/6 <box>291 855 408 874</box>
personal-item: Mr C. E. Stout, son of Sir Robert Stout, Chief Justice of New Zealand, has arrived in London, and will shortly proceed to Cambridge University to go into residence there. <box>972 1133 1097 1203</box>
pascall-text: We have landed a large assortment, consisting of the usual Christmas Novelties, of which we are making a special display. Inspection invited. <box>19 764 145 814</box>
robertshaw: A. F. ROBERTSHAW, MANAGER. <box>314 1355 394 1375</box>
auckland: Auckland. <box>197 660 240 670</box>
directory-entry: SEATON AND SLADDEN, CIVIL ENGINEERS AND AUTHORISED SURVEYORS. MASTERTON and WELLINGTON. H. H. PAVITT (Authorised Surveyor), Masterton Branch. <box>427 563 555 620</box>
smart-line: SMART <box>186 44 251 63</box>
shoe-list-item: ROUND TOE SHOE, Gibson Tie .. 10/6 <box>291 931 415 950</box>
beautiful-styles: BEAUTIFUL STYLES, FASHIONABLE SHAPES, RICHLY TRIMMED; <box>298 167 410 198</box>
directory-entry: PAGE AND PAGE, SOLICITORS, EKETAHUNA. Money to Lend in any Sums at Lowest Current Rates of Interest. <box>427 115 555 153</box>
directory-entry: COPIES of the WAIRARAPA AGE may be obtained from Messrs S. and W. MACKAY, 20 Lambton Quay, Wellington. <box>427 952 555 990</box>
hamper-item: 12 Bottles Stout Pints. <box>25 1170 107 1180</box>
finlayson-name: D. FINLAYSON & SON. <box>303 970 405 1003</box>
carpenter-ad <box>156 681 281 991</box>
personal-item: Advice was received by cable last week that Dr A. J. Crawford, of Wanganui, brother of Mrs C. A. Cameron of Masterton, has obtained the degree of Fellow of the Royal College of Surgeons, London. <box>972 987 1097 1057</box>
local-item: A gentleman who has visited various parts of the North Otago district during the past week, states that the crops are not looking at all promising at present. The lack of rain has caused them a serious set-back, and brown patches are frequent, particularly in wheat areas. At least twenty-four hours' rain is badly wanted, and if it does not come soon the yield will be sadly prejudiced. <box>836 609 962 740</box>
crystallised-fruits: CRYSTALLISED FRUITS, including Cherries, Apricots, Plums, Angelica, Strawberries, Raspberries, etc. <box>19 932 145 972</box>
wfca-name-line-3: CO-OPERATIVE <box>29 89 135 133</box>
newspaper-title: THE WAIRARAPA AGE. TUESDAY, DECEMBER 1, 1908. <box>260 8 845 32</box>
boots-heading: BOOTS FOR BUSINESS MEN. <box>161 685 275 707</box>
directory-entry: COPIES of the WAIRARAPA AGE may be obtained from Mr G. M. COLTMAN, Bookseller and Stationer, Dannevirke. <box>427 903 555 941</box>
low-name: R. LOW, <box>193 1210 243 1226</box>
turkey-new-era: TURKEY'S NEW ERA. <box>704 647 822 658</box>
farmers-parliament: FARMERS IN PARLIAMENT. <box>589 1455 666 1478</box>
bartlett-ad <box>156 995 281 1201</box>
fruit-item: SULTANAS—Special Quality, Machine dressed. <box>25 351 145 371</box>
xmas-heading: XMAS <box>55 977 109 997</box>
wfca-footer-3: CO-OPERATIVE <box>19 1421 145 1439</box>
